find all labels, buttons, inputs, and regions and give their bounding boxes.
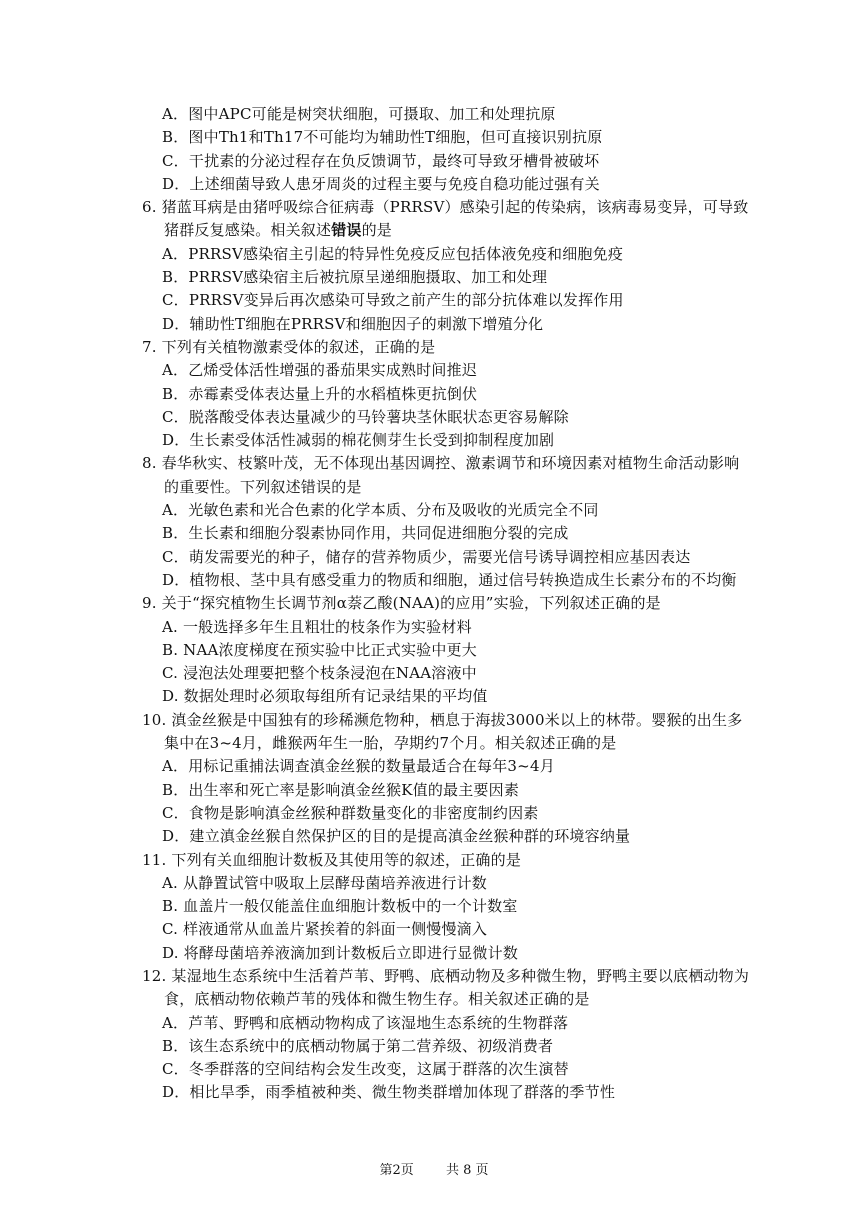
q12-stem-line2: 食，底栖动物依赖芦苇的残体和微生物生存。相关叙述正确的是 (164, 990, 590, 1009)
q6-option-c: C．PRRSV变异后再次感染可导致之前产生的部分抗体难以发挥作用 (162, 291, 624, 310)
q10-stem-line1: 10. 滇金丝猴是中国独有的珍稀濒危物种，栖息于海拔3000米以上的林带。婴猴的出生多 (142, 710, 743, 729)
q8-option-d: D．植物根、茎中具有感受重力的物质和细胞，通过信号转换造成生长素分布的不均衡 (162, 570, 737, 589)
q10-option-b: B．出生率和死亡率是影响滇金丝猴K值的最主要因素 (162, 780, 520, 799)
q9-option-b: B. NAA浓度梯度在预实验中比正式实验中更大 (162, 640, 477, 659)
q5-option-d: D．上述细菌导致人患牙周炎的过程主要与免疫自稳功能过强有关 (162, 174, 600, 193)
q6-stem-line2 (142, 219, 822, 242)
q6-option-b: B．PRRSV感染宿主后被抗原呈递细胞摄取、加工和处理 (162, 268, 548, 287)
q10-option-d: D．建立滇金丝猴自然保护区的目的是提高滇金丝猴种群的环境容纳量 (162, 827, 631, 846)
q9-option-d: D. 数据处理时必须取每组所有记录结果的平均值 (162, 687, 488, 706)
q6-stem-post: 的是 (361, 221, 393, 240)
q6-stem-pre: 猪群反复感染。相关叙述 (164, 221, 332, 240)
q10-option-c: C．食物是影响滇金丝猴种群数量变化的非密度制约因素 (162, 803, 539, 822)
q5-option-b: B．图中Th1和Th17不可能均为辅助性T细胞，但可直接识别抗原 (162, 128, 603, 147)
q10-stem-line2: 集中在3~4月，雌猴两年生一胎，孕期约7个月。相关叙述正确的是 (164, 734, 617, 753)
q8-option-b: B．生长素和细胞分裂素协同作用，共同促进细胞分裂的完成 (162, 524, 569, 543)
q6-option-d: D．辅助性T细胞在PRRSV和细胞因子的刺激下增殖分化 (162, 314, 544, 333)
q5-option-a: A．图中APC可能是树突状细胞，可摄取、加工和处理抗原 (162, 105, 556, 123)
page-footer (0, 1159, 868, 1178)
q8-option-c: C．萌发需要光的种子，储存的营养物质少，需要光信号诱导调控相应基因表达 (162, 547, 691, 566)
q12-option-c: C．冬季群落的空间结构会发生改变，这属于群落的次生演替 (162, 1060, 569, 1079)
q12-stem-line1: 12. 某湿地生态系统中生活着芦苇、野鸭、底栖动物及多种微生物，野鸭主要以底栖动物为 (142, 966, 750, 985)
q11-option-b: B. 血盖片一般仅能盖住血细胞计数板中的一个计数室 (162, 897, 518, 916)
q12-option-b: B．该生态系统中的底栖动物属于第二营养级、初级消费者 (162, 1036, 554, 1055)
q11-option-a: A. 从静置试管中吸取上层酵母菌培养液进行计数 (162, 873, 487, 892)
q8-stem-line2: 的重要性。下列叙述错误的是 (164, 477, 362, 496)
q11-option-d: D. 将酵母菌培养液滴加到计数板后立即进行显微计数 (162, 943, 519, 962)
q8-stem-line1: 8. 春华秋实、枝繁叶茂，无不体现出基因调控、激素调节和环境因素对植物生命活动影响 (142, 454, 740, 473)
q7-option-d: D．生长素受体活性减弱的棉花侧芽生长受到抑制程度加剧 (162, 431, 555, 450)
q12-option-a: A．芦苇、野鸭和底栖动物构成了该湿地生态系统的生物群落 (162, 1013, 569, 1032)
q8-option-a: A．光敏色素和光合色素的化学本质、分布及吸收的光质完全不同 (162, 501, 599, 520)
q9-option-a: A. 一般选择多年生且粗壮的枝条作为实验材料 (162, 617, 472, 636)
q11-option-c: C. 样液通常从血盖片紧挨着的斜面一侧慢慢滴入 (162, 920, 488, 939)
q9-option-c: C. 浸泡法处理要把整个枝条浸泡在NAA溶液中 (162, 664, 477, 683)
q12-option-d: D．相比旱季，雨季植被种类、微生物类群增加体现了群落的季节性 (162, 1083, 616, 1102)
q6-stem-emphasis: 错误 (331, 221, 362, 240)
page-content (142, 103, 822, 1105)
q7-stem: 7. 下列有关植物激素受体的叙述，正确的是 (142, 337, 436, 356)
page-number: 第2页 (379, 1163, 414, 1178)
q6-stem-line1: 6. 猪蓝耳病是由猪呼吸综合征病毒（PRRSV）感染引起的传染病，该病毒易变异，可导致 (142, 198, 749, 217)
q6-option-a: A．PRRSV感染宿主引起的特异性免疫反应包括体液免疫和细胞免疫 (162, 244, 624, 263)
q11-stem: 11. 下列有关血细胞计数板及其使用等的叙述，正确的是 (142, 850, 522, 869)
q7-option-b: B．赤霉素受体表达量上升的水稻植株更抗倒伏 (162, 384, 478, 403)
page-total: 共 8 页 (445, 1163, 489, 1178)
q5-option-c: C．干扰素的分泌过程存在负反馈调节，最终可导致牙槽骨被破坏 (162, 151, 600, 170)
q7-option-a: A．乙烯受体活性增强的番茄果实成熟时间推迟 (162, 361, 478, 380)
q9-stem: 9. 关于“探究植物生长调节剂α萘乙酸(NAA)的应用”实验，下列叙述正确的是 (142, 594, 661, 613)
q7-option-c: C．脱落酸受体表达量减少的马铃薯块茎休眠状态更容易解除 (162, 407, 569, 426)
q10-option-a: A．用标记重捕法调查滇金丝猴的数量最适合在每年3~4月 (162, 757, 555, 776)
